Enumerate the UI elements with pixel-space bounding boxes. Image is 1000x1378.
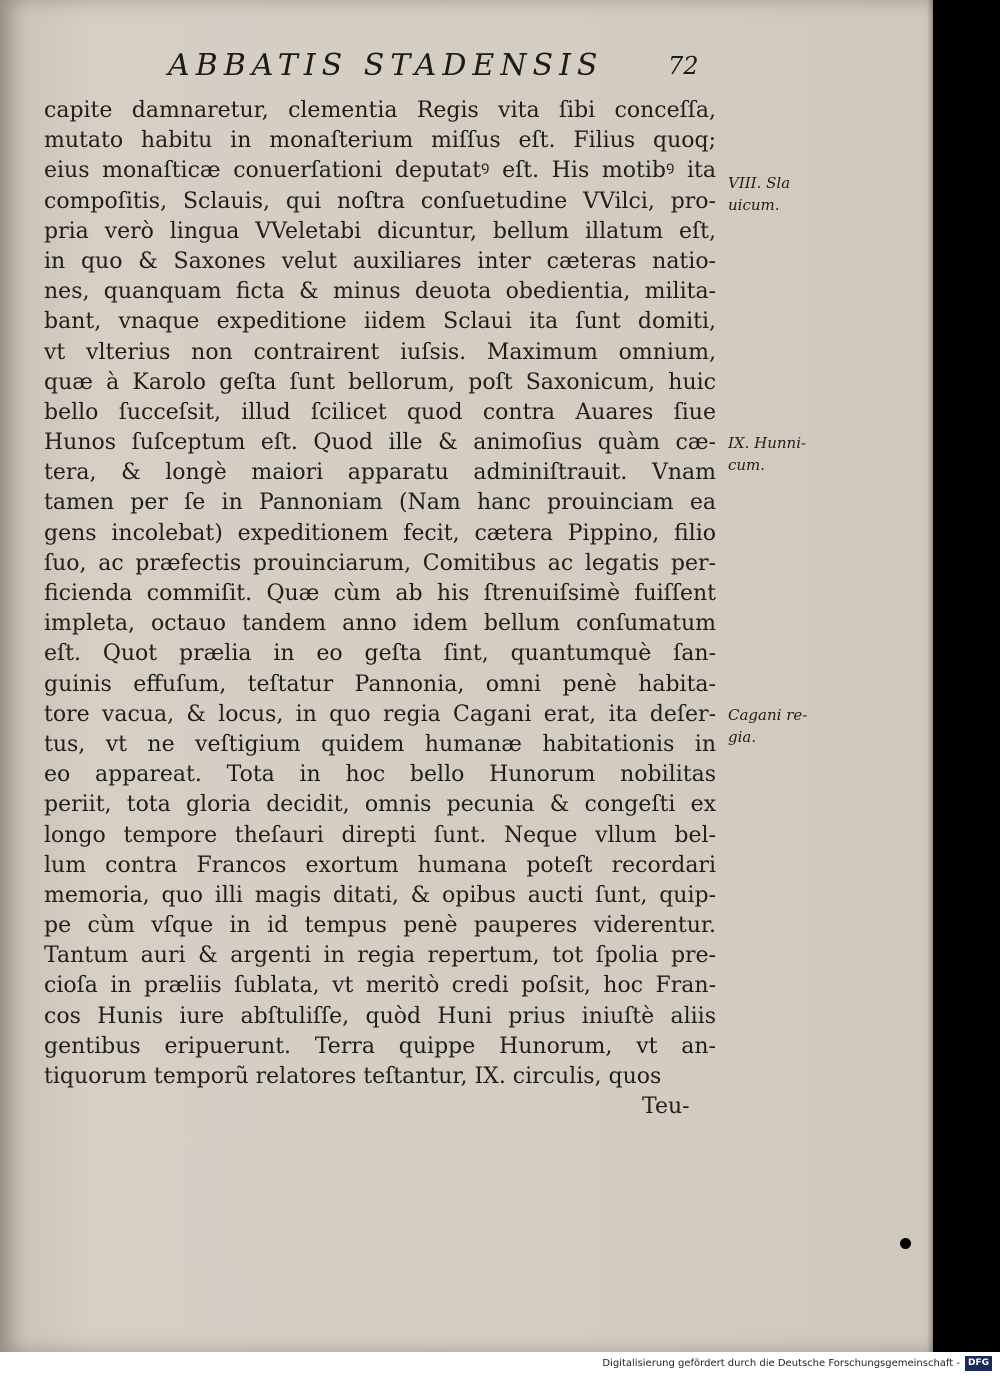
page-number: 72 [668, 52, 699, 80]
funding-credit: Digitalisierung gefördert durch die Deutsche Forschungsgemeinschaft - [602, 1358, 960, 1369]
margin-note-hunnic-war [728, 432, 828, 476]
text-line: ficienda commiſit. Quæ cùm ab his ſtrenuiſsimè fuiſſent [44, 581, 716, 606]
text-line: eo appareat. Tota in hoc bello Hunorum nobilitas [44, 762, 716, 788]
text-line: pe cùm vſque in id tempus penè pauperes viderentur. [44, 913, 716, 939]
text-line: gentibus eripuerunt. Terra quippe Hunorum, vt an- [44, 1033, 716, 1059]
text-line: cioſa in præliis ſublata, vt meritò credi poſsit, hoc Fran- [44, 973, 716, 999]
text-line: tus, vt ne veſtigium quidem humanæ habitationis in [44, 731, 716, 757]
margin-note-line: IX. Hunni- [728, 434, 807, 452]
margin-note-line: uicum. [728, 196, 780, 214]
margin-note-cagan-palace [728, 704, 828, 748]
text-line: impleta, octauo tandem anno idem bellum conſumatum [44, 611, 716, 637]
text-line: memoria, quo illi magis ditati, & opibus aucti ſunt, quip- [44, 882, 716, 908]
margin-note-line: Cagani re- [728, 706, 808, 724]
dfg-logo-icon: DFG [965, 1356, 992, 1371]
running-head: ABBATIS STADENSIS [168, 48, 604, 83]
text-line: compoſitis, Sclauis, qui noſtra conſuetudine VVilci, pro- [44, 188, 716, 214]
text-line: pria verò lingua VVeletabi dicuntur, bellum illatum eſt, [44, 218, 716, 244]
text-line: eius monaſticæ conuerſationi deputatꝰ eſt. His motibꝰ ita [44, 158, 716, 184]
text-line: Tantum auri & argenti in regia repertum, tot ſpolia pre- [44, 943, 716, 969]
footer-bar [0, 1352, 1000, 1378]
text-line: longo tempore theſauri direpti ſunt. Neque vllum bel- [44, 822, 716, 848]
text-line: gens incolebat) expeditionem fecit, cætera Pippino, filio [44, 520, 716, 546]
text-line: quæ à Karolo geſta ſunt bellorum, poſt Saxonicum, huic [44, 369, 716, 395]
text-line: nes, quanquam ficta & minus deuota obedientia, milita- [44, 279, 716, 305]
text-line: ſuo, ac præfectis prouinciarum, Comitibus ac legatis per- [44, 550, 716, 576]
text-line: capite damnaretur, clementia Regis vita ſibi conceſſa, [44, 98, 716, 123]
text-line: cos Hunis iure abſtuliſſe, quòd Huni prius iniuſtè aliis [44, 1003, 716, 1029]
text-line: Hunos ſuſceptum eſt. Quod ille & animoſius quàm cæ- [44, 430, 716, 456]
text-line: lum contra Francos exortum humana poteſt recordari [44, 852, 716, 878]
main-text [44, 96, 724, 1092]
text-line: vt vlterius non contrairent iuſsis. Maximum omnium, [44, 339, 716, 365]
text-line: guinis effuſum, teſtatur Pannonia, omni penè habita- [44, 671, 716, 697]
margin-note-line: VIII. Sla [728, 174, 791, 192]
text-line: tamen per ſe in Pannoniam (Nam hanc prouinciam ea [44, 490, 716, 516]
text-line: bello ſucceſsit, illud ſcilicet quod contra Auares ſiue [44, 399, 716, 425]
text-line: in quo & Saxones velut auxiliares inter cæteras natio- [44, 248, 716, 274]
margin-note-line: cum. [728, 456, 766, 474]
text-line: mutato habitu in monaſterium miſſus eſt. Filius quoq; [44, 128, 716, 154]
text-line: bant, vnaque expeditione iidem Sclaui ita ſunt domiti, [44, 309, 716, 335]
text-line: tiquorum temporũ relatores teſtantur, IX. circulis, quos [44, 1064, 662, 1089]
ink-dot [900, 1238, 911, 1249]
text-line: periit, tota gloria decidit, omnis pecunia & congeſti ex [44, 792, 716, 818]
text-line: tore vacua, & locus, in quo regia Cagani erat, ita deſer- [44, 701, 716, 727]
text-line: eſt. Quot prælia in eo geſta ſint, quantumquè ſan- [44, 641, 716, 667]
margin-note-slavic-war [728, 172, 828, 216]
text-line: tera, & longè maiori apparatu adminiſtrauit. Vnam [44, 460, 716, 486]
catchword: Teu- [642, 1094, 690, 1119]
margin-note-line: gia. [728, 728, 757, 746]
